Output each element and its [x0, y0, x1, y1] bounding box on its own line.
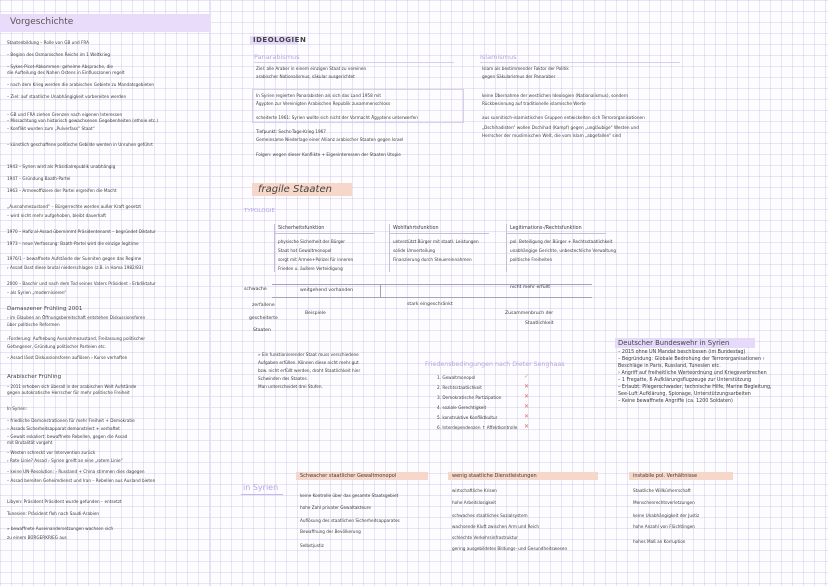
bundeswehr-line: – Begründung: Globale Bedrohung der Terrororganisationen › — [618, 357, 765, 362]
left-line: 1976/1 – bewaffnete Aufstände der Sunniten gegen das Regime — [7, 256, 142, 261]
left-line: Tunesien: Präsident floh nach Saudi-Arabien — [7, 511, 100, 516]
syrien-item: hohe Arbeitslosigkeit — [452, 500, 496, 505]
scale-divider — [380, 284, 381, 298]
function-heading: Sicherheitsfunktion — [278, 226, 325, 231]
panarab-line: Folgen: wegen dieser Konflikte + Eigeninteressen der Staaten Utopie — [256, 152, 401, 157]
friedens-mark: ✕ — [524, 413, 530, 420]
left-line: – wird nicht mehr aufgehoben, bleibt dauerhaft — [7, 213, 107, 218]
friedens-item: 6. Interdependenzen ↑ Affektkontrolle — [437, 425, 518, 430]
left-line: » bewaffnete Auseinandersetzungen wachsen sich — [7, 526, 114, 531]
fragile-title: fragile Staaten — [258, 184, 332, 195]
scale-nicht-erfuellt: nicht mehr erfüllt — [510, 285, 551, 290]
panarab-box — [252, 89, 464, 123]
zusammenbruch-2: Staatlichkeit — [525, 321, 554, 326]
friedens-item: 4. soziale Gerechtigkeit — [437, 405, 487, 410]
left-line: – Missachtung von historisch gewachsenen Gegebenheiten (ethnie etc.) — [7, 118, 159, 123]
friedens-item: 2. Rechtsstaatlichkeit — [437, 385, 482, 390]
fragile-note-line: Aufgaben erfüllen. Können diese nicht mehr gut — [258, 360, 359, 365]
panarab-underline — [254, 62, 454, 63]
left-line: – künstlich geschaffene politische Gebilde werden in Unruhen geführt — [7, 142, 153, 147]
left-line: 1943 – Syrien wird als Präsidialrepublik unabhängig — [7, 164, 116, 169]
friedens-item: 5. konstruktive Konfliktkultur — [437, 415, 498, 420]
fragile-note-line: bzw. nicht erfüllt werden, droht Staatlichkeit hier — [258, 368, 361, 373]
bundeswehr-line: › Angriff auf freiheitliche Werteordnung und Kriegsverbrechen — [618, 371, 767, 376]
left-line: – keine UN-Resolution: › Russland + China stimmen dies dagegen — [7, 469, 145, 474]
syrien-item: Selbstjustiz — [300, 543, 324, 548]
bundeswehr-line: Beschläge in Paris, Russland, Tunesien etc. — [618, 364, 721, 369]
fragile-note-line: Man unterscheidet drei Stufen. — [258, 384, 323, 389]
function-heading-rule — [506, 233, 606, 234]
function-column-rule — [274, 224, 275, 272]
islamismus-line: Rückbesinnung auf traditionelle islamische Werte — [482, 101, 586, 106]
bundeswehr-line: – 1 Fregatte, 6 Aufklärungsflugzeuge zur Unterstützung — [618, 378, 752, 383]
function-item: physische Sicherheit der Bürger — [278, 239, 345, 244]
syrien-item: Auflösung des staatlichen Sicherheitsapparates — [300, 518, 400, 523]
panarab-line: Ziel: alle Araber in einem einzigen Staat zu vereinen — [256, 66, 367, 71]
left-line: › im Glauben an Öffnungsbereitschaft entstehen Diskussionsforen — [7, 315, 146, 320]
panarab-line: Tiefpunkt: Sechs-Tage-Krieg 1967 — [256, 129, 326, 134]
friedens-mark: ✕ — [524, 403, 530, 410]
row-label-gescheiterte: gescheiterte — [249, 316, 278, 321]
bundeswehr-line: – 2015 ohne UN Mandat beschlossen (im Bundestag) — [618, 350, 746, 355]
left-line: Damaszener Frühling 2001 — [7, 306, 83, 312]
panarab-line: Ägypten zur Vereinigten Arabischen Republik zusammenschloss — [256, 101, 391, 106]
left-line: – Konflikt wurden zum „Pulverfass“ Staat“ — [7, 126, 95, 131]
friedens-mark: ✕ — [524, 393, 530, 400]
left-line: – Ziel: auf staatliche Unabhängigkeit vorbereiten werden — [7, 94, 127, 99]
left-line: 2000 – Baschir und nach dem Tod seines Vaters Präsident › Erbdiktatur — [7, 281, 156, 286]
left-column — [0, 0, 210, 586]
syrien-item: gering ausgebildetes Bildungs- und Gesundheitswesen — [452, 546, 568, 551]
fragile-note-line: » Ein funktionierender Staat muss verschiedene — [258, 352, 359, 357]
islamismus-line: „Dschihadisten“ wollen Dschihad (Kampf) gegen „ungläubige“ Westen und — [482, 125, 639, 130]
syrien-heading: wenig staatliche Dienstleistungen — [452, 473, 537, 479]
scale-vorhanden: weitgehend vorhanden — [300, 288, 354, 293]
panarab-line: scheiterte 1961: Syrien wollte sich nicht der Vormacht Ägyptens unterwerfen — [256, 115, 418, 120]
left-title: Vorgeschichte — [10, 17, 74, 27]
bundeswehr-heading: Deutscher Bundeswehr in Syrien — [618, 339, 730, 347]
function-column-rule — [389, 224, 390, 272]
function-item: unabhängige Gerichte, unbestechliche Verwaltung — [510, 248, 617, 253]
function-heading: Wohlfahrtsfunktion — [393, 226, 439, 231]
function-item: politische Freiheiten — [510, 257, 553, 262]
islamismus-underline — [480, 62, 680, 63]
left-line: zu einem BÜRGERKRIEG aus — [7, 535, 67, 540]
left-line: – Assad lässt Diskussionsforen auflösen › Kurse verhaften — [7, 355, 128, 360]
syrien-item: schwaches staatliches Sozialsystem — [452, 513, 528, 518]
friedens-mark: ✕ — [524, 423, 530, 430]
function-heading-rule — [274, 233, 374, 234]
column-divider — [210, 0, 211, 586]
function-heading: Legitimations-/Rechtsfunktion — [510, 226, 582, 231]
left-line: – Gewalt eskaliert: bewaffnete Rebellen, gegen die Assad — [7, 434, 128, 439]
syrien-label: in Syrien — [243, 483, 279, 492]
left-line: › Assad lässt diese brutal niederschlagen (z.B. in Hama 1982/83) — [7, 265, 144, 270]
function-item: Frieden u. äußere Verteidigung — [278, 266, 343, 271]
left-line: – 2011 erhoben sich überall in der arabischen Welt Aufstände — [7, 384, 137, 389]
syrien-item: hohes Maß an Korruption — [633, 539, 686, 544]
left-line: – friedliche Demonstrationen für mehr Freiheit + Demokratie — [7, 418, 135, 423]
friedens-item: 3. Demokratische Partizipation — [437, 395, 502, 400]
left-line: In Syrien: — [7, 406, 27, 411]
panarab-line: Gemeinsame Niederlage einer Allianz arabischer Staaten gegen Israel — [256, 137, 404, 142]
syrien-heading: instabile pol. Verhältnisse — [633, 473, 698, 479]
friedens-mark: ✓ — [524, 373, 530, 380]
left-line: – als Syrien „modernisieren“ — [7, 290, 67, 295]
function-item: unterstützt Bürger mit staatl. Leistungen — [393, 239, 479, 244]
panarab-heading: Panarabismus — [254, 53, 300, 61]
bundeswehr-line: – Erlaubt: Pilegerschwader, technische Hilfe, Marine Begleitung, — [618, 385, 772, 390]
ideologien-title: IDEOLOGIEN — [253, 36, 307, 44]
left-line: über politische Reformen — [7, 322, 60, 327]
friedens-heading: Friedensbedingungen nach Dieter Senghaas — [425, 361, 565, 368]
panarab-line: In Syrien regierten Panarabisten als sich das Land 1958 mit — [256, 93, 381, 98]
left-line: – Beginn des Osmanischen Reichs im 1 Weltkrieg — [7, 52, 111, 57]
syrien-underline — [241, 494, 283, 495]
row-label-zerfallene: zerfallene — [252, 303, 275, 308]
zusammenbruch-1: Zusammenbruch der — [505, 311, 554, 316]
function-item: Staat hat Gewaltmonopol — [278, 248, 332, 253]
left-line: – nach dem Krieg werden die arabischen Gebiete zu Mandatsgebieten — [7, 82, 155, 87]
islamismus-line: aus sunnitisch-islamistischen Gruppen entwickelten sich Terrororganisationen — [482, 115, 645, 120]
left-line: – Assads Sicherheitsapparat demonstriert + verhaftet — [7, 426, 120, 431]
left-line: ›Forderung: Aufhebung Ausnahmezustand, Freilassung politischer — [7, 336, 146, 341]
friedens-mark: ✕ — [524, 383, 530, 390]
function-item: sorgt mit Armee+Polizei für inneren — [278, 257, 354, 262]
panarab-line: arabischer Nationalismus; säkular ausgerichtet — [256, 74, 355, 79]
left-line: gegen autokratische Herrscher für mehr politische Freiheit — [7, 390, 130, 395]
friedens-item: 1. Gewaltmonopol — [437, 375, 476, 380]
bundeswehr-line: See-Luft Aufklärung, Spionage, Unterstützungsarbeiten — [618, 392, 751, 397]
syrien-item: schlechte Verkehrsinfrastruktur — [452, 535, 518, 540]
syrien-item: wachsende Kluft zwischen Arm und Reich — [452, 524, 539, 529]
left-line: – Westen schreckt vor Intervention zurück — [7, 450, 96, 455]
islamismus-line: keine Übernahme der westlichen Ideologien (Nationalismus), sondern — [482, 93, 629, 98]
left-line: 1963 – Armeeoffiziere der Partei ergreifen die Macht — [7, 188, 117, 193]
islamismus-heading: Islamismus — [480, 53, 517, 61]
left-line: 1947 – Gründung Baath-Partei — [7, 176, 71, 181]
beispiele-label: Beispiele — [305, 311, 326, 316]
left-line: 1973 – neue Verfassung: Baath-Partei wird die einzige legitime — [7, 241, 139, 246]
row-label-staaten: Staaten — [253, 328, 271, 333]
left-line: Arabischer Frühling — [7, 374, 62, 380]
islamismus-line: gegen Säkularismus der Panaraber — [482, 74, 556, 79]
scale-line-bottom — [272, 297, 592, 298]
left-line: – Sykes-Picot-Abkommen: geheime Absprache, die — [7, 64, 113, 69]
syrien-heading: Schwacher staatlicher Gewaltmonopol — [300, 473, 397, 479]
left-line: Gefangener, Gründung politischer Parteien etc. — [7, 344, 107, 349]
typologie-label: TYPOLOGIE — [244, 208, 275, 214]
fragile-note-line: Schwinden des Staates. — [258, 376, 308, 381]
syrien-item: keine Unabhängigkeit der Justiz — [633, 513, 700, 518]
syrien-item: wirtschaftliche Krisen — [452, 488, 497, 493]
syrien-item: hohe Anzahl von Flüchtlingen — [633, 524, 695, 529]
left-line: die Aufteilung des Nahen Ostens in Einflusszonen regelt — [7, 70, 125, 75]
left-line: › Rote Linie? Assad › Syrien greift an eine „rotem Linie“ — [7, 458, 123, 463]
syrien-item: hohe Zahl privater Gewaltakteure — [300, 505, 371, 510]
left-line: Staatenbildung – Rolle von GB und FRA — [7, 40, 89, 45]
row-label-schwache: schwache — [244, 287, 267, 292]
syrien-item: keine Kontrolle über das gesamte Staatsgebiet — [300, 493, 399, 498]
function-item: Finanzierung durch Steuereinnahmen — [393, 257, 472, 262]
islamismus-line: Islam als bestimmender Faktor der Politik — [482, 66, 569, 71]
function-heading-rule — [389, 233, 489, 234]
left-line: „Ausnahmezustand“ – Bürgerrechte werden außer Kraft gesetzt — [7, 204, 141, 209]
syrien-item: Menschenrechtsverletzungen — [633, 500, 695, 505]
bundeswehr-line: – Keine bewaffnete Angriffe (ca. 1200 Soldaten) — [618, 399, 733, 404]
left-line: – GB und FRA ziehen Grenzen nach eigenen Interessen — [7, 112, 123, 117]
scale-eingeschraenkt: stark eingeschränkt — [407, 302, 453, 307]
left-line: 1970 – Hafiz al-Assad übernimmt Präsidentenamt – begründet Diktatur — [7, 229, 156, 234]
left-line: mit Brutalität vorgeht — [7, 440, 53, 445]
function-column-rule — [506, 224, 507, 272]
left-line: – Assad bereiten Geheimdienst und Iran – Rebellen aus Ausland bieten — [7, 478, 156, 483]
syrien-item: Bewaffnung der Bevölkerung — [300, 529, 361, 534]
syrien-item: Staatliche Willkürherrschaft — [633, 488, 691, 493]
left-line: Libyen: Präsident Präsident wurde gefunden – entsetzt — [7, 499, 122, 504]
islamismus-line: Herrscher der muslimischen Welt, die vom Islam „abgefallen“ sind — [482, 133, 622, 138]
function-item: pol. Beteiligung der Bürger + Rechtsstaatlichkeit — [510, 239, 613, 244]
function-item: solide Umverteilung — [393, 248, 436, 253]
